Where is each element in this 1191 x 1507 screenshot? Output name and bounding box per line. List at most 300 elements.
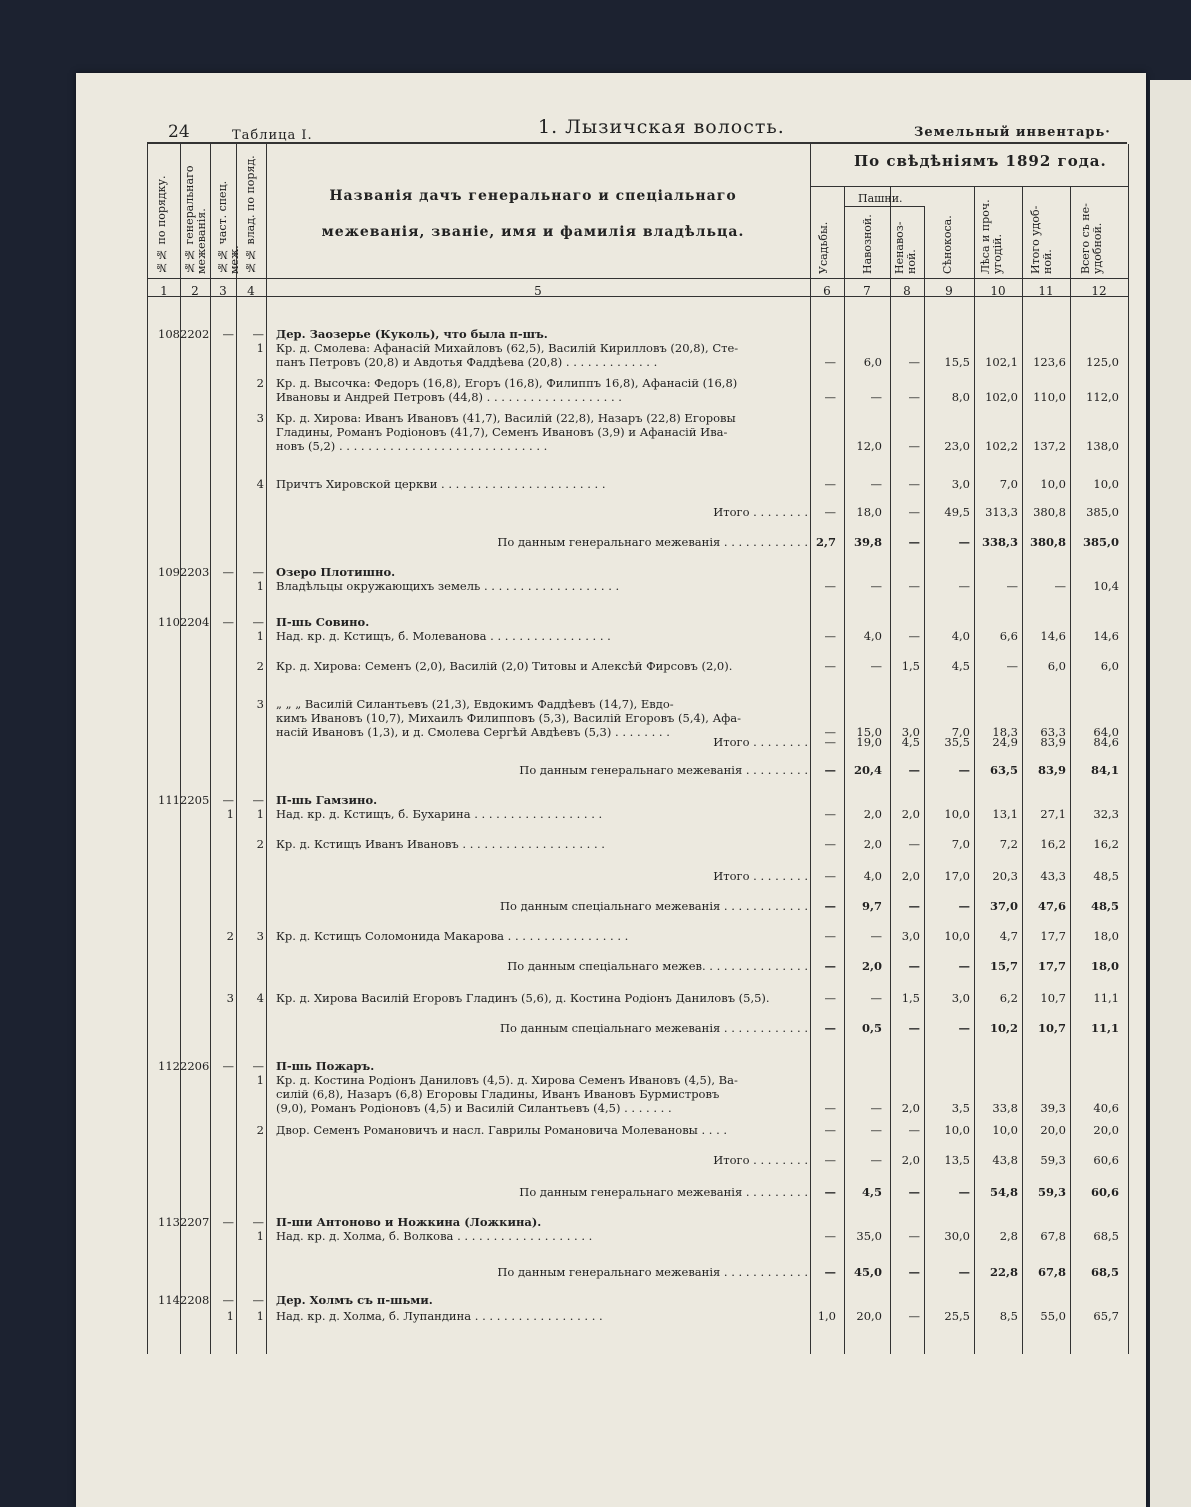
row-value: 385,0 [1086, 505, 1119, 519]
col-number: 3 [219, 284, 227, 298]
row-value: 83,9 [1037, 763, 1066, 777]
col-number: 12 [1091, 284, 1107, 298]
row-value: — [908, 579, 920, 593]
row-value: — [870, 929, 882, 943]
row-value: — [824, 1265, 836, 1279]
row-value: 20,3 [992, 869, 1018, 883]
row-value: 15,5 [944, 355, 970, 369]
row-value: — [824, 505, 836, 519]
row-value: 10,7 [1040, 991, 1066, 1005]
row-value: 2,0 [863, 807, 882, 821]
row-value: — [908, 629, 920, 643]
row-description: Дер. Заозерье (Куколь), что была п-шъ. [276, 327, 548, 341]
row-value: — [908, 1229, 920, 1243]
row-value: — [824, 390, 836, 404]
col-number: 6 [823, 284, 831, 298]
row-value: 138,0 [1086, 439, 1119, 453]
row-number-c2: 2203 [180, 565, 210, 579]
row-value: 2,0 [901, 807, 920, 821]
row-value: 39,3 [1040, 1101, 1066, 1115]
row-value: 60,6 [1090, 1185, 1119, 1199]
row-value: 84,6 [1093, 735, 1119, 749]
row-description: Кр. д. Хирова Василій Егоровъ Гладинъ (5,6), д. Костина Родіонъ Даниловъ (5,5). [276, 991, 770, 1005]
row-description: Над. кр. д. Холма, б. Волкова . . . . . . . . . . . . . . . . . . . [276, 1229, 593, 1243]
row-value: 20,4 [853, 763, 882, 777]
row-value: — [1006, 579, 1018, 593]
row-value: 2,0 [863, 837, 882, 851]
row-number-c4: 1 [256, 1229, 264, 1243]
row-number-c2: 2204 [180, 615, 210, 629]
row-value: 67,8 [1037, 1265, 1066, 1279]
row-value: 55,0 [1040, 1309, 1066, 1323]
row-value: 1,5 [901, 659, 920, 673]
row-value: 123,6 [1033, 355, 1066, 369]
row-value: 10,0 [944, 807, 970, 821]
row-value: — [824, 725, 836, 739]
row-value: — [870, 991, 882, 1005]
table-label: Таблица I. [232, 128, 313, 143]
row-value: 6,6 [999, 629, 1018, 643]
row-value: 18,0 [856, 505, 882, 519]
row-value: — [870, 477, 882, 491]
col-number: 10 [990, 284, 1006, 298]
row-value: 10,4 [1093, 579, 1119, 593]
row-value: 30,0 [944, 1229, 970, 1243]
row-description: Кр. д. Хирова: Семенъ (2,0), Василій (2,0) Титовы и Алексѣй Фирсовъ (2,0). [276, 659, 733, 673]
row-value: 4,5 [951, 659, 970, 673]
section-title: Земельный инвентарь· [914, 125, 1111, 140]
volost-title: 1. Лызичская волость. [538, 116, 785, 138]
row-value: — [908, 837, 920, 851]
row-value: 9,7 [861, 899, 882, 913]
col-header-itogo: Итого удоб-ной. [1029, 205, 1054, 274]
col-header-les: Лѣса и проч. угодій. [979, 199, 1004, 274]
row-value: 68,5 [1090, 1265, 1119, 1279]
row-value: 18,3 [992, 725, 1018, 739]
row-number-c4: — [252, 1215, 264, 1229]
row-value: 7,2 [999, 837, 1018, 851]
row-value: 17,0 [944, 869, 970, 883]
row-description: Причтъ Хировской церкви . . . . . . . . . . . . . . . . . . . . . . . [276, 477, 606, 491]
row-value: — [908, 535, 920, 549]
row-value: 12,0 [856, 439, 882, 453]
col-number: 1 [160, 284, 168, 298]
row-value: 14,6 [1040, 629, 1066, 643]
row-value: 83,9 [1040, 735, 1066, 749]
row-value: 0,5 [861, 1021, 882, 1035]
row-value: 112,0 [1086, 390, 1119, 404]
row-value: 17,7 [1040, 929, 1066, 943]
row-value: 10,0 [1040, 477, 1066, 491]
row-value: — [908, 1021, 920, 1035]
row-value: 40,6 [1093, 1101, 1119, 1115]
row-number-c2: 2208 [180, 1293, 210, 1307]
row-value: 18,0 [1090, 959, 1119, 973]
row-value: — [1054, 579, 1066, 593]
row-value: — [824, 929, 836, 943]
row-value: — [958, 1265, 970, 1279]
row-value: 2,0 [901, 869, 920, 883]
row-number-c2: 2207 [180, 1215, 210, 1229]
row-number-c4: — [252, 327, 264, 341]
row-value: 48,5 [1090, 899, 1119, 913]
row-value: 25,5 [944, 1309, 970, 1323]
row-value: 18,0 [1093, 929, 1119, 943]
row-value: 8,0 [951, 390, 970, 404]
row-number-c4: 3 [256, 929, 264, 943]
col-header-order: №№ по порядку. [155, 175, 168, 274]
row-description: Кр. д. Кстищъ Иванъ Ивановъ . . . . . . . . . . . . . . . . . . . . [276, 837, 605, 851]
row-value: 4,0 [863, 629, 882, 643]
row-value: 10,0 [1093, 477, 1119, 491]
row-value: 102,2 [985, 439, 1018, 453]
row-value: — [824, 869, 836, 883]
row-value: — [824, 899, 836, 913]
row-value: 125,0 [1086, 355, 1119, 369]
row-value: — [908, 899, 920, 913]
row-number-c4: — [252, 1059, 264, 1073]
row-description: Над. кр. д. Кстищъ, б. Молеванова . . . . . . . . . . . . . . . . . [276, 629, 611, 643]
col-number: 5 [534, 284, 542, 298]
row-total-label: Итого . . . . . . . . [713, 869, 808, 883]
row-number-c1: 110 [158, 615, 180, 629]
row-value: 110,0 [1033, 390, 1066, 404]
row-description: Над. кр. д. Кстищъ, б. Бухарина . . . . . . . . . . . . . . . . . . [276, 807, 603, 821]
row-value: 2,8 [999, 1229, 1018, 1243]
row-value: — [908, 1309, 920, 1323]
row-description: П-шь Гамзино. [276, 793, 378, 807]
row-value: — [824, 1101, 836, 1115]
row-number-c4: 4 [256, 477, 264, 491]
row-number-c3: — [222, 1059, 234, 1073]
row-value: 43,3 [1040, 869, 1066, 883]
row-value: 6,0 [863, 355, 882, 369]
row-number-c3: — [222, 1215, 234, 1229]
row-number-c4: 2 [256, 837, 264, 851]
row-number-c4: 1 [256, 1309, 264, 1323]
row-description: Кр. д. Костина Родіонъ Даниловъ (4,5). д. Хирова Семенъ Ивановъ (4,5), Ва- силій (6,8), Назаръ (6,8) Егоровы Гладины, Иванъ Ивановъ Бурмистровъ (9,0), Романъ Родіоновъ (4,5) и Василій Силантьевъ (4,5) . . . . . . . [276, 1073, 738, 1115]
row-survey-label: По данным спеціальнаго межев. . . . . . . . . . . . . . . [507, 959, 808, 973]
row-number-c3: 1 [226, 1309, 234, 1323]
row-value: 59,3 [1040, 1153, 1066, 1167]
row-number-c1: 108 [158, 327, 180, 341]
col-number: 8 [903, 284, 911, 298]
row-value: 2,7 [815, 535, 836, 549]
row-value: 4,0 [951, 629, 970, 643]
col-number: 4 [247, 284, 255, 298]
row-description: П-шь Совино. [276, 615, 370, 629]
row-value: 24,9 [992, 735, 1018, 749]
row-number-c1: 109 [158, 565, 180, 579]
row-value: — [824, 1185, 836, 1199]
row-value: — [908, 355, 920, 369]
row-value: 102,1 [985, 355, 1018, 369]
row-value: 15,0 [856, 725, 882, 739]
row-number-c4: — [252, 565, 264, 579]
row-survey-label: По данным генеральнаго межеванія . . . . . . . . . [519, 763, 808, 777]
row-number-c4: 2 [256, 1123, 264, 1137]
row-value: 10,7 [1037, 1021, 1066, 1035]
row-description: Над. кр. д. Холма, б. Лупандина . . . . . . . . . . . . . . . . . . [276, 1309, 603, 1323]
col-header-names: Названія дачъ генеральнаго и спеціальнаго межеванія, званіе, имя и фамилія владѣльца. [321, 188, 745, 240]
row-value: 4,5 [901, 735, 920, 749]
row-value: 3,5 [951, 1101, 970, 1115]
row-number-c3: — [222, 327, 234, 341]
row-description: Двор. Семенъ Романовичъ и насл. Гаврилы Романовича Молевановы . . . . [276, 1123, 728, 1137]
row-number-c2: 2202 [180, 327, 210, 341]
row-number-c1: 114 [158, 1293, 180, 1307]
row-value: 37,0 [989, 899, 1018, 913]
col-number: 9 [945, 284, 953, 298]
row-value: — [908, 1185, 920, 1199]
row-value: — [908, 390, 920, 404]
row-value: — [958, 763, 970, 777]
row-value: — [824, 991, 836, 1005]
row-value: — [824, 1021, 836, 1035]
row-value: — [824, 1229, 836, 1243]
row-value: — [908, 763, 920, 777]
row-value: 65,7 [1093, 1309, 1119, 1323]
row-value: 23,0 [944, 439, 970, 453]
row-value: — [824, 355, 836, 369]
page-number: 24 [168, 122, 190, 142]
row-value: — [870, 659, 882, 673]
row-total-label: Итого . . . . . . . . [713, 505, 808, 519]
row-value: — [908, 1123, 920, 1137]
data-1892-header: По свѣдѣніямъ 1892 года. [854, 152, 1107, 170]
row-value: 3,0 [901, 929, 920, 943]
pashni-header: Пашни. [858, 192, 903, 205]
row-description: П-ши Антоново и Ножкина (Ложкина). [276, 1215, 542, 1229]
row-value: — [1006, 659, 1018, 673]
col-number: 2 [191, 284, 199, 298]
row-value: — [958, 959, 970, 973]
row-number-c2: 2205 [180, 793, 210, 807]
row-number-c3: — [222, 615, 234, 629]
row-value: 3,0 [951, 477, 970, 491]
row-survey-label: По данным генеральнаго межеванія . . . . . . . . . . . . [497, 535, 808, 549]
row-number-c3: 2 [226, 929, 234, 943]
row-value: 11,1 [1090, 1021, 1119, 1035]
row-total-label: Итого . . . . . . . . [713, 1153, 808, 1167]
row-value: 338,3 [981, 535, 1018, 549]
row-value: 47,6 [1037, 899, 1066, 913]
col-number: 11 [1038, 284, 1054, 298]
row-value: — [908, 439, 920, 453]
row-description: Кр. д. Кстищъ Соломонида Макарова . . . . . . . . . . . . . . . . . [276, 929, 629, 943]
row-value: 3,0 [951, 991, 970, 1005]
row-value: 4,0 [863, 869, 882, 883]
row-value: 4,7 [999, 929, 1018, 943]
row-description: Кр. д. Хирова: Иванъ Ивановъ (41,7), Василій (22,8), Назаръ (22,8) Егоровы Гладины, Романъ Родіоновъ (41,7), Семенъ Ивановъ (3,9) и Афанасій Ива- новъ (5,2) . . . . . . . . . . . . . . . . . . . . . . . . . . . . . [276, 411, 736, 453]
col-number: 7 [863, 284, 871, 298]
row-number-c4: 1 [256, 629, 264, 643]
row-number-c3: — [222, 1293, 234, 1307]
row-number-c1: 112 [158, 1059, 180, 1073]
row-value: — [870, 390, 882, 404]
row-value: 7,0 [999, 477, 1018, 491]
row-value: 6,2 [999, 991, 1018, 1005]
col-header-general: №№ генеральнаго межеванія. [183, 165, 208, 274]
row-value: 7,0 [951, 725, 970, 739]
row-value: 6,0 [1047, 659, 1066, 673]
col-header-owner: №№ влад. по поряд. [244, 155, 257, 274]
row-value: — [908, 477, 920, 491]
row-description: П-шь Пожаръ. [276, 1059, 375, 1073]
row-number-c4: 2 [256, 376, 264, 390]
row-number-c1: 111 [158, 793, 180, 807]
row-number-c4: 1 [256, 807, 264, 821]
row-value: 16,2 [1040, 837, 1066, 851]
row-number-c3: — [222, 793, 234, 807]
row-value: 7,0 [951, 837, 970, 851]
row-value: 43,8 [992, 1153, 1018, 1167]
row-value: 10,0 [944, 1123, 970, 1137]
row-number-c4: — [252, 1293, 264, 1307]
row-value: 13,5 [944, 1153, 970, 1167]
row-value: 22,8 [989, 1265, 1018, 1279]
row-value: 2,0 [901, 1101, 920, 1115]
row-number-c4: 1 [256, 341, 264, 355]
row-value: — [824, 1123, 836, 1137]
row-number-c4: 1 [256, 579, 264, 593]
row-value: — [824, 735, 836, 749]
row-value: 6,0 [1100, 659, 1119, 673]
row-value: 20,0 [1093, 1123, 1119, 1137]
row-description: Дер. Холмъ съ п-шьми. [276, 1293, 433, 1307]
row-number-c4: 2 [256, 659, 264, 673]
row-value: 8,5 [999, 1309, 1018, 1323]
row-value: 11,1 [1093, 991, 1119, 1005]
row-value: — [870, 579, 882, 593]
row-value: 2,0 [861, 959, 882, 973]
row-value: 10,0 [944, 929, 970, 943]
row-number-c4: 4 [256, 991, 264, 1005]
col-header-senokos: Сѣнокоса. [941, 215, 954, 274]
row-value: 64,0 [1093, 725, 1119, 739]
row-total-label: Итого . . . . . . . . [713, 735, 808, 749]
row-value: 313,3 [985, 505, 1018, 519]
row-value: — [908, 959, 920, 973]
row-value: — [958, 579, 970, 593]
row-number-c4: 1 [256, 1073, 264, 1087]
row-value: 385,0 [1082, 535, 1119, 549]
row-value: — [824, 629, 836, 643]
row-number-c4: 3 [256, 411, 264, 425]
row-value: — [824, 1153, 836, 1167]
row-value: 59,3 [1037, 1185, 1066, 1199]
row-description: „ „ „ Василій Силантьевъ (21,3), Евдокимъ Фаддѣевъ (14,7), Евдо- кимъ Ивановъ (10,7), Михаилъ Филипповъ (5,3), Василій Егоровъ (5,4), Афа- насій Ивановъ (1,3), и д. Смолева Сергѣй Авдѣевъ (5,3) . . . . . . . . [276, 697, 742, 739]
row-value: — [824, 763, 836, 777]
row-value: — [958, 1185, 970, 1199]
row-value: — [908, 1265, 920, 1279]
row-value: 68,5 [1093, 1229, 1119, 1243]
row-value: 67,8 [1040, 1229, 1066, 1243]
row-number-c4: — [252, 615, 264, 629]
land-inventory-table [147, 144, 1128, 1354]
row-value: 63,3 [1040, 725, 1066, 739]
row-value: — [824, 837, 836, 851]
row-description: Озеро Плотишно. [276, 565, 396, 579]
col-header-special: №№ част. спец. меж. [216, 180, 241, 274]
row-value: — [824, 807, 836, 821]
row-value: 102,0 [985, 390, 1018, 404]
col-header-navoz: Навозной. [861, 214, 874, 274]
row-value: — [870, 1101, 882, 1115]
row-survey-label: По данным спеціальнаго межеванія . . . . . . . . . . . . [500, 1021, 808, 1035]
row-value: 39,8 [853, 535, 882, 549]
row-value: — [824, 959, 836, 973]
row-number-c4: 3 [256, 697, 264, 711]
row-value: — [870, 1123, 882, 1137]
row-value: — [870, 1153, 882, 1167]
row-value: 27,1 [1040, 807, 1066, 821]
row-value: 1,5 [901, 991, 920, 1005]
row-survey-label: По данным генеральнаго межеванія . . . . . . . . . [519, 1185, 808, 1199]
row-value: — [824, 659, 836, 673]
row-value: — [958, 1021, 970, 1035]
row-number-c3: 1 [226, 807, 234, 821]
row-description: Кр. д. Высочка: Федоръ (16,8), Егоръ (16,8), Филиппъ 16,8), Афанасій (16,8) Ивановы и Андрей Петровъ (44,8) . . . . . . . . . . . . . . . . . . . [276, 376, 738, 404]
row-value: 17,7 [1037, 959, 1066, 973]
adjacent-page-edge [1150, 80, 1191, 1507]
row-number-c3: — [222, 565, 234, 579]
row-number-c3: 3 [226, 991, 234, 1005]
row-value: 13,1 [992, 807, 1018, 821]
row-value: 35,0 [856, 1229, 882, 1243]
row-value: 3,0 [901, 725, 920, 739]
row-value: 16,2 [1093, 837, 1119, 851]
col-header-vsego: Всего съ не-удобной. [1079, 203, 1104, 274]
row-value: 35,5 [944, 735, 970, 749]
row-value: 380,8 [1029, 535, 1066, 549]
row-value: — [824, 477, 836, 491]
row-value: 45,0 [853, 1265, 882, 1279]
row-value: — [958, 535, 970, 549]
row-value: — [908, 505, 920, 519]
row-value: 63,5 [989, 763, 1018, 777]
row-value: 15,7 [989, 959, 1018, 973]
row-value: 20,0 [1040, 1123, 1066, 1137]
row-value: — [958, 899, 970, 913]
row-value: 137,2 [1033, 439, 1066, 453]
row-value: 33,8 [992, 1101, 1018, 1115]
row-value: 60,6 [1093, 1153, 1119, 1167]
row-description: Владѣльцы окружающихъ земель . . . . . . . . . . . . . . . . . . . [276, 579, 620, 593]
row-description: Кр. д. Смолева: Афанасій Михайловъ (62,5), Василій Кирилловъ (20,8), Сте- панъ Петровъ (20,8) и Авдотья Фаддѣева (20,8) . . . . . . . . . . . . . [276, 341, 739, 369]
row-survey-label: По данным спеціальнаго межеванія . . . . . . . . . . . . [500, 899, 808, 913]
row-value: 19,0 [856, 735, 882, 749]
row-value: 14,6 [1093, 629, 1119, 643]
col-header-nenavoz: Ненавоз-ной. [893, 221, 918, 274]
row-value: 49,5 [944, 505, 970, 519]
row-value: 32,3 [1093, 807, 1119, 821]
row-value: 1,0 [817, 1309, 836, 1323]
row-value: 4,5 [861, 1185, 882, 1199]
row-value: — [824, 579, 836, 593]
row-value: 2,0 [901, 1153, 920, 1167]
row-value: 10,2 [989, 1021, 1018, 1035]
row-value: 54,8 [989, 1185, 1018, 1199]
row-number-c4: — [252, 793, 264, 807]
row-value: 48,5 [1093, 869, 1119, 883]
row-number-c1: 113 [158, 1215, 180, 1229]
row-value: 380,8 [1033, 505, 1066, 519]
row-number-c2: 2206 [180, 1059, 210, 1073]
row-value: 84,1 [1090, 763, 1119, 777]
row-survey-label: По данным генеральнаго межеванія . . . . . . . . . . . . [497, 1265, 808, 1279]
row-value: 10,0 [992, 1123, 1018, 1137]
